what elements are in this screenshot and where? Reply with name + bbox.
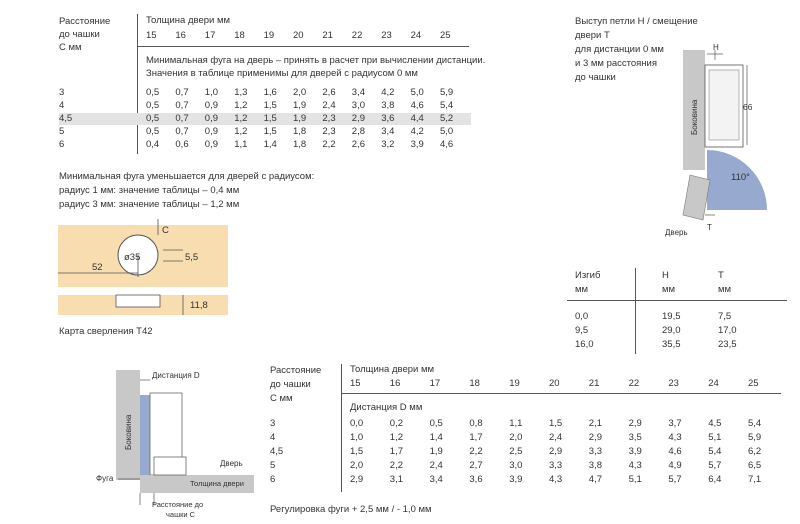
t1-cell: 0,6 xyxy=(175,139,189,150)
t1-cell: 1,2 xyxy=(234,113,248,124)
t1-row-label: 4,5 xyxy=(59,113,73,124)
t2-thickness-21: 21 xyxy=(588,378,600,389)
t2-thickness-22: 22 xyxy=(628,378,640,389)
radius-note: Минимальная фуга уменьшается для дверей с радиусом: радиус 1 мм: значение таблицы – 0,4 мм радиус 3 мм: значение таблицы – 1,2 мм xyxy=(59,171,315,210)
t2-cell: 5,4 xyxy=(748,418,762,429)
right-table-cell: 35,5 xyxy=(662,339,681,350)
t1-cell: 0,7 xyxy=(175,100,189,111)
t1-cell: 1,0 xyxy=(204,87,219,98)
t1-cell: 1,1 xyxy=(234,139,248,150)
dist-c-label-2: чашки С xyxy=(166,510,196,519)
door-label-2: Дверь xyxy=(220,459,243,468)
t2-cell: 2,4 xyxy=(549,432,563,443)
right-th-t: T xyxy=(718,270,724,281)
t1-thickness-24: 24 xyxy=(410,30,422,41)
t2-thickness-title: Толщина двери мм xyxy=(350,364,435,375)
t2-cell: 3,0 xyxy=(509,460,523,471)
t1-cell: 2,3 xyxy=(322,126,336,137)
t1-cell: 4,2 xyxy=(410,126,424,137)
t2-cell: 1,0 xyxy=(350,432,364,443)
t1-body xyxy=(59,87,479,157)
t1-cell: 4,2 xyxy=(381,87,395,98)
t1-cell: 0,7 xyxy=(175,87,189,98)
t2-cell: 3,8 xyxy=(588,460,603,471)
right-table-cell: 23,5 xyxy=(718,339,737,350)
t2-cell: 0,2 xyxy=(389,418,404,429)
hinge-cup xyxy=(154,457,186,475)
t2-cell: 2,1 xyxy=(588,418,603,429)
t1-cell: 2,2 xyxy=(322,139,336,150)
t2-body xyxy=(270,418,790,494)
drill-cup-section xyxy=(116,295,160,307)
angle-label: 110° xyxy=(731,172,750,183)
t1-thickness-22: 22 xyxy=(351,30,363,41)
dist-c-label-1: Расстояние до xyxy=(152,500,204,509)
t1-row-label: 5 xyxy=(59,126,65,137)
t2-cell: 0,5 xyxy=(429,418,443,429)
side-label: Боковина xyxy=(690,99,699,135)
t2-thickness-16: 16 xyxy=(389,378,401,389)
t2-row-label: 6 xyxy=(270,474,276,485)
t1-thickness-21: 21 xyxy=(322,30,333,41)
t1-cell: 1,5 xyxy=(263,126,277,137)
t2-thickness-19: 19 xyxy=(509,378,520,389)
t2-thickness-18: 18 xyxy=(469,378,480,389)
right-unit-2: мм xyxy=(662,284,676,295)
t1-thickness-row xyxy=(146,30,476,42)
t2-cell: 0,0 xyxy=(350,418,364,429)
t1-cell: 1,9 xyxy=(293,100,307,111)
t2-cell: 2,0 xyxy=(350,460,364,471)
t2-cell: 2,4 xyxy=(429,460,443,471)
right-th-h: H xyxy=(662,270,669,281)
right-table-cell: 9,5 xyxy=(575,325,589,336)
t2-cell: 3,3 xyxy=(588,446,603,457)
t2-thickness-24: 24 xyxy=(708,378,719,389)
t1-cell: 1,6 xyxy=(263,87,277,98)
t2-cell: 3,7 xyxy=(668,418,682,429)
t1-cell: 3,6 xyxy=(381,113,395,124)
t1-cell: 1,8 xyxy=(293,126,307,137)
dist-d-label: Дистанция D xyxy=(152,371,200,380)
t2-cell: 4,7 xyxy=(588,474,603,485)
t2-cell: 3,3 xyxy=(549,460,563,471)
t2-cell: 2,7 xyxy=(469,460,483,471)
right-table-cell: 16,0 xyxy=(575,339,594,350)
t2-cell: 1,5 xyxy=(350,446,364,457)
t1-cell: 1,4 xyxy=(263,139,277,150)
t1-cell: 0,5 xyxy=(146,87,160,98)
t1-cell: 1,2 xyxy=(234,126,248,137)
t2-cell: 7,1 xyxy=(748,474,762,485)
t-label: T xyxy=(707,223,712,232)
t2-cell: 3,4 xyxy=(429,474,443,485)
t2-thickness-row xyxy=(350,378,790,390)
t1-cell: 5,0 xyxy=(410,87,424,98)
h-label: H xyxy=(713,43,719,52)
dim-55-label: 5,5 xyxy=(185,252,199,263)
t2-row-label: 4,5 xyxy=(270,446,284,457)
t2-row-label: 5 xyxy=(270,460,276,471)
t2-cell: 5,4 xyxy=(708,446,722,457)
t2-thickness-20: 20 xyxy=(549,378,560,389)
right-unit-1: мм xyxy=(575,284,589,295)
t2-cell: 1,1 xyxy=(509,418,523,429)
t1-cell: 0,7 xyxy=(175,126,189,137)
t2-cell: 5,1 xyxy=(628,474,642,485)
t2-row-label: 4 xyxy=(270,432,276,443)
t1-thickness-17: 17 xyxy=(204,30,216,41)
t2-cell: 2,5 xyxy=(509,446,523,457)
t2-cell: 3,9 xyxy=(509,474,523,485)
right-title: Выступ петли Н / смещение двери Т для дистанции 0 мм и 3 мм расстояния до чашки xyxy=(575,16,698,83)
t2-cell: 1,9 xyxy=(429,446,443,457)
t1-cell: 1,9 xyxy=(293,113,307,124)
t2-thickness-17: 17 xyxy=(429,378,441,389)
t1-row-label: 3 xyxy=(59,87,65,98)
t1-cell: 0,9 xyxy=(204,100,219,111)
t1-row-label: 4 xyxy=(59,100,65,111)
dim-52-label: 52 xyxy=(92,262,103,273)
t1-thickness-20: 20 xyxy=(293,30,304,41)
t2-cell: 5,7 xyxy=(708,460,722,471)
t2-cell: 1,7 xyxy=(389,446,404,457)
dim-d35-label: ø35 xyxy=(124,252,141,263)
t2-cell: 1,2 xyxy=(389,432,404,443)
t2-cell: 3,5 xyxy=(628,432,642,443)
t1-cell: 5,2 xyxy=(440,113,454,124)
fuga-label: Фуга xyxy=(96,474,114,483)
t2-cell: 1,5 xyxy=(549,418,563,429)
t1-thickness-25: 25 xyxy=(440,30,451,41)
right-table-cell: 29,0 xyxy=(662,325,681,336)
t2-cell: 3,9 xyxy=(628,446,642,457)
t2-c-label: Расстояние до чашки С мм xyxy=(270,365,322,404)
t2-cell: 5,1 xyxy=(708,432,722,443)
t2-cell: 2,9 xyxy=(628,418,642,429)
side-label-2: Боковина xyxy=(124,414,133,450)
t1-note: Минимальная фуга на дверь – принять в расчет при вычислении дистанции. Значения в таблице применимы для дверей с радиусом 0 мм xyxy=(146,55,486,79)
right-table-cell: 17,0 xyxy=(718,325,737,336)
dim-c-label: C xyxy=(162,225,169,236)
t2-cell: 0,8 xyxy=(469,418,483,429)
t1-row-label: 6 xyxy=(59,139,65,150)
t2-cell: 4,3 xyxy=(628,460,642,471)
right-table-cell: 7,5 xyxy=(718,311,732,322)
t2-cell: 4,3 xyxy=(549,474,563,485)
t2-cell: 5,7 xyxy=(668,474,682,485)
t2-cell: 3,1 xyxy=(389,474,404,485)
t1-cell: 1,5 xyxy=(263,100,277,111)
right-unit-3: мм xyxy=(718,284,732,295)
t1-cell: 2,8 xyxy=(351,126,366,137)
t1-cell: 2,0 xyxy=(293,87,307,98)
t1-cell: 2,3 xyxy=(322,113,336,124)
t2-cell: 2,9 xyxy=(350,474,364,485)
t1-cell: 1,5 xyxy=(263,113,277,124)
t1-thickness-title: Толщина двери мм xyxy=(146,15,231,26)
t2-cell: 6,2 xyxy=(748,446,762,457)
t1-cell: 0,5 xyxy=(146,126,160,137)
t1-thickness-23: 23 xyxy=(381,30,392,41)
t1-cell: 4,4 xyxy=(410,113,424,124)
t2-row-label: 3 xyxy=(270,418,276,429)
right-table-cell: 19,5 xyxy=(662,311,681,322)
dim-118-label: 11,8 xyxy=(190,300,208,311)
t1-thickness-19: 19 xyxy=(263,30,275,41)
t2-cell: 4,9 xyxy=(668,460,682,471)
t1-cell: 0,9 xyxy=(204,113,219,124)
t1-cell: 5,9 xyxy=(440,87,454,98)
t2-cell: 4,3 xyxy=(668,432,682,443)
t2-cell: 4,5 xyxy=(708,418,722,429)
t1-cell: 3,2 xyxy=(381,139,395,150)
t1-c-label: Расстояние до чашки С мм xyxy=(59,16,111,53)
t1-cell: 2,6 xyxy=(322,87,336,98)
t2-header-rule xyxy=(341,393,781,394)
t1-cell: 2,9 xyxy=(351,113,366,124)
t1-cell: 0,5 xyxy=(146,113,160,124)
t1-cell: 1,3 xyxy=(234,87,248,98)
right-th-izgib: Изгиб xyxy=(575,270,601,281)
drilling-diagram xyxy=(58,215,228,335)
t1-cell: 2,6 xyxy=(351,139,366,150)
t2-cell: 2,2 xyxy=(389,460,404,471)
drill-caption: Карта сверления Т42 xyxy=(59,326,153,337)
t1-cell: 3,8 xyxy=(381,100,395,111)
right-table-body xyxy=(575,311,775,351)
t2-cell: 3,6 xyxy=(469,474,483,485)
t1-cell: 1,8 xyxy=(293,139,307,150)
t2-footer: Регулировка фуги + 2,5 мм / - 1,0 мм xyxy=(270,504,432,515)
t2-cell: 6,4 xyxy=(708,474,722,485)
t1-cell: 0,9 xyxy=(204,126,219,137)
t1-cell: 0,9 xyxy=(204,139,219,150)
t1-cell: 5,4 xyxy=(440,100,454,111)
t1-header-rule xyxy=(137,46,469,47)
t2-dist-title: Дистанция D мм xyxy=(350,402,423,413)
t2-cell: 2,0 xyxy=(509,432,523,443)
thickness-label: Толщина двери xyxy=(190,479,244,488)
t1-cell: 0,5 xyxy=(146,100,160,111)
t1-thickness-16: 16 xyxy=(175,30,186,41)
t2-cell: 2,2 xyxy=(469,446,483,457)
t2-cell: 2,9 xyxy=(588,432,603,443)
mounting-plate xyxy=(140,395,150,475)
t1-cell: 3,0 xyxy=(351,100,366,111)
t2-thickness-23: 23 xyxy=(668,378,679,389)
t1-cell: 5,0 xyxy=(440,126,454,137)
t2-cell: 1,4 xyxy=(429,432,443,443)
door-panel xyxy=(683,175,710,220)
t1-cell: 4,6 xyxy=(440,139,454,150)
t1-thickness-18: 18 xyxy=(234,30,245,41)
hinge-distance-diagram xyxy=(96,365,254,520)
t2-cell: 4,6 xyxy=(668,446,682,457)
hinge-opening-diagram xyxy=(655,30,775,240)
dim-66-label: 66 xyxy=(743,102,753,112)
t1-cell: 4,6 xyxy=(410,100,424,111)
t2-thickness-25: 25 xyxy=(748,378,759,389)
t1-cell: 3,4 xyxy=(381,126,395,137)
door-label: Дверь xyxy=(665,228,688,237)
t2-thickness-15: 15 xyxy=(350,378,361,389)
t1-cell: 0,4 xyxy=(146,139,160,150)
t2-cell: 1,7 xyxy=(469,432,483,443)
t1-cell: 1,2 xyxy=(234,100,248,111)
right-table-cell: 0,0 xyxy=(575,311,589,322)
t2-cell: 5,9 xyxy=(748,432,762,443)
t2-cell: 2,9 xyxy=(549,446,563,457)
t2-cell: 6,5 xyxy=(748,460,762,471)
right-table-rule xyxy=(567,300,787,301)
t1-cell: 2,4 xyxy=(322,100,336,111)
t1-cell: 3,4 xyxy=(351,87,366,98)
t1-thickness-15: 15 xyxy=(146,30,157,41)
t1-cell: 3,9 xyxy=(410,139,424,150)
t1-cell: 0,7 xyxy=(175,113,189,124)
